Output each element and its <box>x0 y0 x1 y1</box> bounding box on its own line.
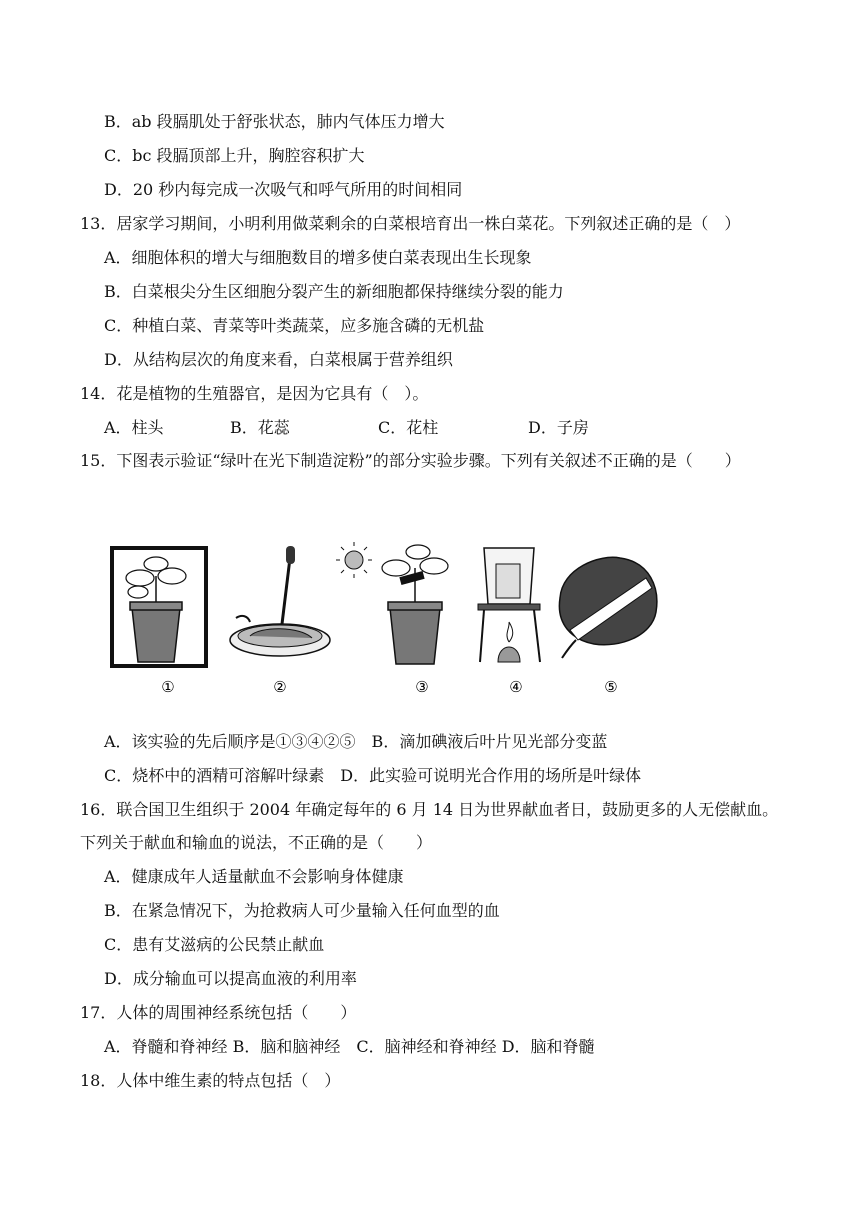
question-17: 17．人体的周围神经系统包括（ ） <box>80 1003 357 1022</box>
q12-option-b: B．ab 段膈肌处于舒张状态，肺内气体压力增大 <box>104 112 445 131</box>
q13-option-a: A．细胞体积的增大与细胞数目的增多使白菜表现出生长现象 <box>104 248 532 267</box>
q13-option-b: B．白菜根尖分生区细胞分裂产生的新细胞都保持继续分裂的能力 <box>104 282 564 301</box>
question-13: 13．居家学习期间，小明利用做菜剩余的白菜根培育出一株白菜花。下列叙述正确的是（ ） <box>80 214 741 233</box>
question-16-line2: 下列关于献血和输血的说法，不正确的是（ ） <box>80 833 433 852</box>
question-14: 14．花是植物的生殖器官，是因为它具有（ ）。 <box>80 384 429 403</box>
step4-water-bath-heating-icon <box>478 548 540 662</box>
figure-label-4: ④ <box>509 678 523 696</box>
step3-sunlight-plant-icon <box>336 542 448 664</box>
q17-options: A．脊髓和脊神经 B．脑和脑神经 C．脑神经和脊神经 D．脑和脊髓 <box>104 1037 595 1056</box>
q12-option-d: D．20 秒内每完成一次吸气和呼气所用的时间相同 <box>104 180 463 199</box>
q16-option-d: D．成分输血可以提高血液的利用率 <box>104 969 357 988</box>
q16-option-c: C．患有艾滋病的公民禁止献血 <box>104 935 325 954</box>
step5-stained-leaf-icon <box>559 557 656 658</box>
q16-option-a: A．健康成年人适量献血不会影响身体健康 <box>104 867 404 886</box>
q14-option-a: A．柱头 <box>104 418 164 437</box>
question-18: 18．人体中维生素的特点包括（ ） <box>80 1071 341 1090</box>
question-15: 15．下图表示验证“绿叶在光下制造淀粉”的部分实验步骤。下列有关叙述不正确的是（ ） <box>80 451 741 470</box>
step1-dark-box-plant-icon <box>112 548 206 666</box>
figure-label-1: ① <box>161 678 175 696</box>
q13-option-c: C．种植白菜、青菜等叶类蔬菜，应多施含磷的无机盐 <box>104 316 485 335</box>
q14-option-d: D．子房 <box>528 418 589 437</box>
figure-label-5: ⑤ <box>604 678 618 696</box>
q12-option-c: C．bc 段膈顶部上升，胸腔容积扩大 <box>104 146 365 165</box>
q13-option-d: D．从结构层次的角度来看，白菜根属于营养组织 <box>104 350 453 369</box>
question-16-line1: 16．联合国卫生组织于 2004 年确定每年的 6 月 14 日为世界献血者日，鼓励更多的人无偿献血。 <box>80 800 779 819</box>
experiment-steps-figure <box>100 538 680 698</box>
q14-option-b: B．花蕊 <box>230 418 290 437</box>
figure-label-3: ③ <box>415 678 429 696</box>
step2-iodine-dropper-dish-icon <box>230 546 330 656</box>
q16-option-b: B．在紧急情况下，为抢救病人可少量输入任何血型的血 <box>104 901 500 920</box>
q15-options-ab: A．该实验的先后顺序是①③④②⑤ B．滴加碘液后叶片见光部分变蓝 <box>104 732 608 751</box>
q15-options-cd: C．烧杯中的酒精可溶解叶绿素 D．此实验可说明光合作用的场所是叶绿体 <box>104 766 642 785</box>
q14-option-c: C．花柱 <box>378 418 439 437</box>
figure-label-2: ② <box>273 678 287 696</box>
